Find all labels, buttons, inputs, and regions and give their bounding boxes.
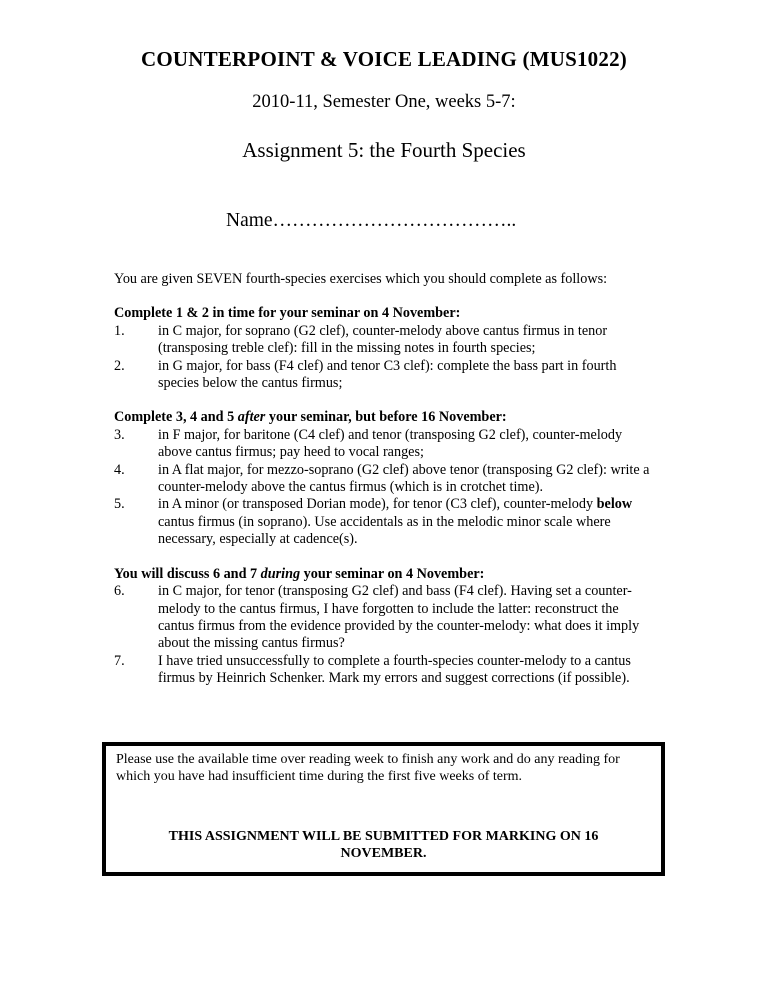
exercise-number: 3.	[114, 426, 125, 443]
exercise-item	[114, 496, 654, 548]
section-heading	[114, 566, 654, 583]
exercise-text: I have tried unsuccessfully to complete a fourth-species counter-melody to a cantus firmus by Heinrich Schenker. Mark my errors and suggest corrections (if possible).	[158, 652, 631, 687]
exercise-text	[158, 496, 654, 548]
submission-notice: THIS ASSIGNMENT WILL BE SUBMITTED FOR MARKING ON 16 NOVEMBER.	[168, 828, 599, 862]
heading-emphasis: after	[237, 409, 266, 426]
exercise-item	[114, 462, 654, 497]
exercise-text: in A flat major, for mezzo-soprano (G2 clef) above tenor (transposing G2 clef): write a counter-melody above the cantus firmus (which is in crotchet time).	[158, 461, 650, 496]
exercise-number: 5.	[114, 496, 125, 513]
exercise-number: 6.	[114, 583, 125, 600]
term-line: 2010-11, Semester One, weeks 5-7:	[252, 92, 516, 112]
exercise-item	[114, 583, 654, 653]
exercise-number: 2.	[114, 357, 125, 374]
section-heading	[114, 305, 654, 322]
heading-text: your seminar, but before 16 November:	[265, 409, 507, 426]
exercise-number: 7.	[114, 652, 125, 669]
assignment-title: Assignment 5: the Fourth Species	[242, 138, 526, 162]
exercise-item	[114, 427, 654, 462]
exercise-number: 1.	[114, 322, 125, 339]
heading-text: your seminar on 4 November:	[300, 565, 485, 582]
reading-week-note: Please use the available time over reading week to finish any work and do any reading for which you have had insufficient time during the first five weeks of term.	[116, 752, 620, 785]
exercise-text: in G major, for bass (F4 clef) and tenor C3 clef): complete the bass part in fourth species below the cantus firmus;	[158, 357, 617, 392]
exercise-number: 4.	[114, 461, 125, 478]
name-field: Name………………………………..	[226, 210, 517, 231]
assignment-body	[114, 271, 654, 688]
heading-emphasis: during	[260, 565, 301, 582]
exercise-item	[114, 358, 654, 393]
course-title: COUNTERPOINT & VOICE LEADING (MUS1022)	[141, 47, 627, 71]
heading-text: Complete 3, 4 and 5	[114, 409, 238, 426]
heading-text: You will discuss 6 and 7	[114, 565, 261, 582]
exercise-item	[114, 653, 654, 688]
exercise-item	[114, 323, 654, 358]
notice-box	[102, 742, 665, 876]
exercise-text-part: in A minor (or transposed Dorian mode), for tenor (C3 clef), counter-melody	[158, 496, 597, 513]
exercise-text-part: cantus firmus (in soprano). Use accidentals as in the melodic minor scale where necessary, especially at cadence(s).	[158, 513, 611, 548]
exercise-text: in F major, for baritone (C4 clef) and tenor (transposing G2 clef), counter-melody above cantus firmus; pay heed to vocal ranges;	[158, 426, 623, 461]
intro-text: You are given SEVEN fourth-species exercises which you should complete as follows:	[114, 271, 608, 287]
exercise-text: in C major, for tenor (transposing G2 clef) and bass (F4 clef). Having set a counter-melody to the cantus firmus, I have forgotten to include the latter: reconstruct the cantus firmus from the evidence provided by the counter-melody: what does it imply about the missing cantus firmus?	[158, 583, 640, 652]
heading-text: Complete 1 & 2 in time for your seminar on 4 November:	[114, 305, 461, 322]
exercise-text-bold: below	[596, 496, 633, 513]
section-heading	[114, 409, 654, 426]
exercise-text: in C major, for soprano (G2 clef), counter-melody above cantus firmus in tenor (transposing treble clef): fill in the missing notes in fourth species;	[158, 322, 608, 357]
